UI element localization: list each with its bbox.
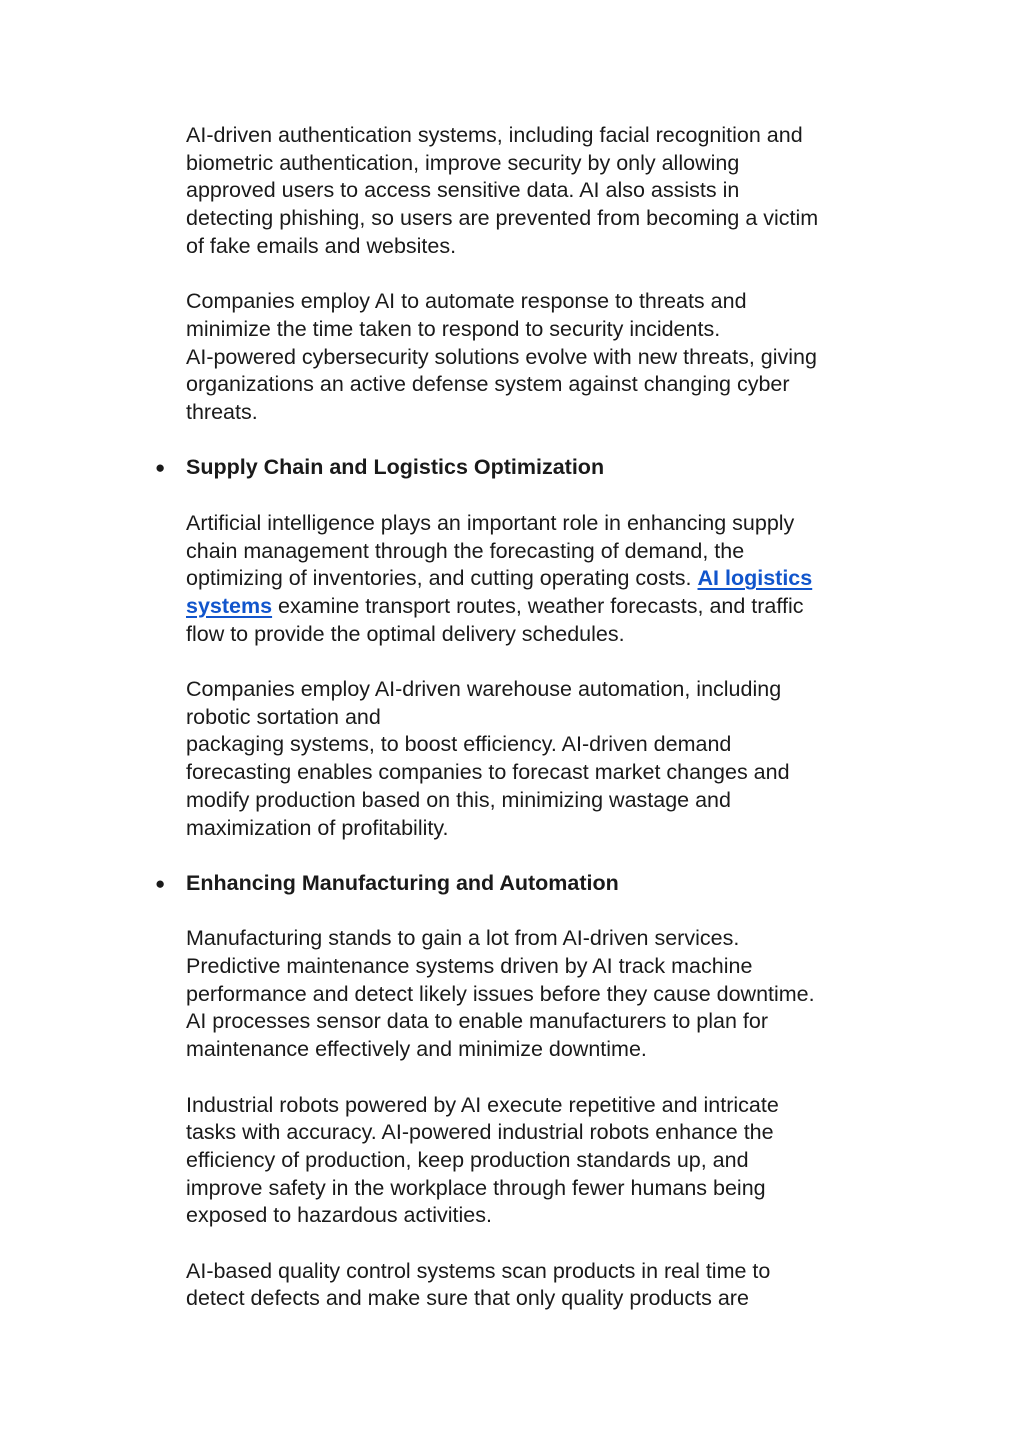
- text-line: improve safety in the workplace through fewer humans being: [186, 1175, 766, 1200]
- text-line: tasks with accuracy. AI-powered industrial robots enhance the: [186, 1120, 774, 1145]
- text-line: detect defects and make sure that only quality products are: [186, 1286, 749, 1311]
- text-line: flow to provide the optimal delivery schedules.: [186, 621, 625, 646]
- text-line: chain management through the forecasting of demand, the: [186, 538, 745, 563]
- bullet-icon: ●: [155, 873, 166, 893]
- text-line: Industrial robots powered by AI execute repetitive and intricate: [186, 1092, 779, 1117]
- paragraph-predictive-maintenance: [186, 925, 906, 1064]
- text-line: Artificial intelligence plays an important role in enhancing supply: [186, 510, 795, 535]
- bullet-icon: ●: [155, 458, 166, 478]
- paragraph-industrial-robots: [186, 1092, 906, 1231]
- text-line: biometric authentication, improve security by only allowing: [186, 150, 740, 175]
- text-line: robotic sortation and: [186, 704, 381, 729]
- section-heading-supply-chain: [155, 454, 906, 482]
- text-line: forecasting enables companies to forecast market changes and: [186, 760, 790, 785]
- text-line: Predictive maintenance systems driven by AI track machine: [186, 954, 753, 978]
- text-line: exposed to hazardous activities.: [186, 1203, 492, 1228]
- paragraph-supply-chain: [186, 510, 906, 649]
- text-line: detecting phishing, so users are prevented from becoming a victim: [186, 206, 819, 231]
- text-line: AI-powered cybersecurity solutions evolve with new threats, giving: [186, 344, 817, 369]
- text-line: AI-based quality control systems scan products in real time to: [186, 1258, 771, 1283]
- text-line: organizations an active defense system against changing cyber: [186, 372, 790, 397]
- text-line: efficiency of production, keep production standards up, and: [186, 1147, 749, 1172]
- text-fragment: optimizing of inventories, and cutting operating costs.: [186, 566, 698, 591]
- text-line: threats.: [186, 400, 258, 425]
- heading-text: Enhancing Manufacturing and Automation: [186, 870, 619, 895]
- section-heading-manufacturing: [155, 870, 906, 898]
- paragraph-quality-control: [186, 1258, 906, 1313]
- text-line: minimize the time taken to respond to security incidents.: [186, 316, 721, 341]
- text-line: modify production based on this, minimizing wastage and: [186, 787, 731, 812]
- text-line: maximization of profitability.: [186, 815, 449, 840]
- heading-text: Supply Chain and Logistics Optimization: [186, 455, 605, 480]
- document-body: [155, 122, 906, 1341]
- text-line: performance and detect likely issues before they cause downtime.: [186, 981, 815, 1006]
- paragraph-warehouse-automation: [186, 676, 906, 842]
- text-line: Companies employ AI to automate response to threats and: [186, 289, 747, 314]
- text-line: [186, 593, 906, 621]
- text-fragment: examine transport routes, weather forecasts, and traffic: [272, 593, 804, 618]
- ai-logistics-link[interactable]: AI logistics: [697, 566, 813, 591]
- text-line: approved users to access sensitive data. AI also assists in: [186, 178, 740, 203]
- text-line: of fake emails and websites.: [186, 233, 457, 258]
- text-line: [186, 565, 906, 593]
- paragraph-threat-response: [186, 288, 906, 427]
- text-line: AI-driven authentication systems, including facial recognition and: [186, 123, 803, 147]
- text-line: maintenance effectively and minimize downtime.: [186, 1037, 647, 1062]
- text-line: AI processes sensor data to enable manufacturers to plan for: [186, 1009, 769, 1034]
- text-line: Companies employ AI-driven warehouse automation, including: [186, 677, 782, 701]
- text-line: Manufacturing stands to gain a lot from AI-driven services.: [186, 926, 740, 951]
- paragraph-authentication: [186, 122, 906, 261]
- text-line: packaging systems, to boost efficiency. AI-driven demand: [186, 732, 732, 757]
- ai-logistics-link-continued[interactable]: systems: [186, 593, 273, 618]
